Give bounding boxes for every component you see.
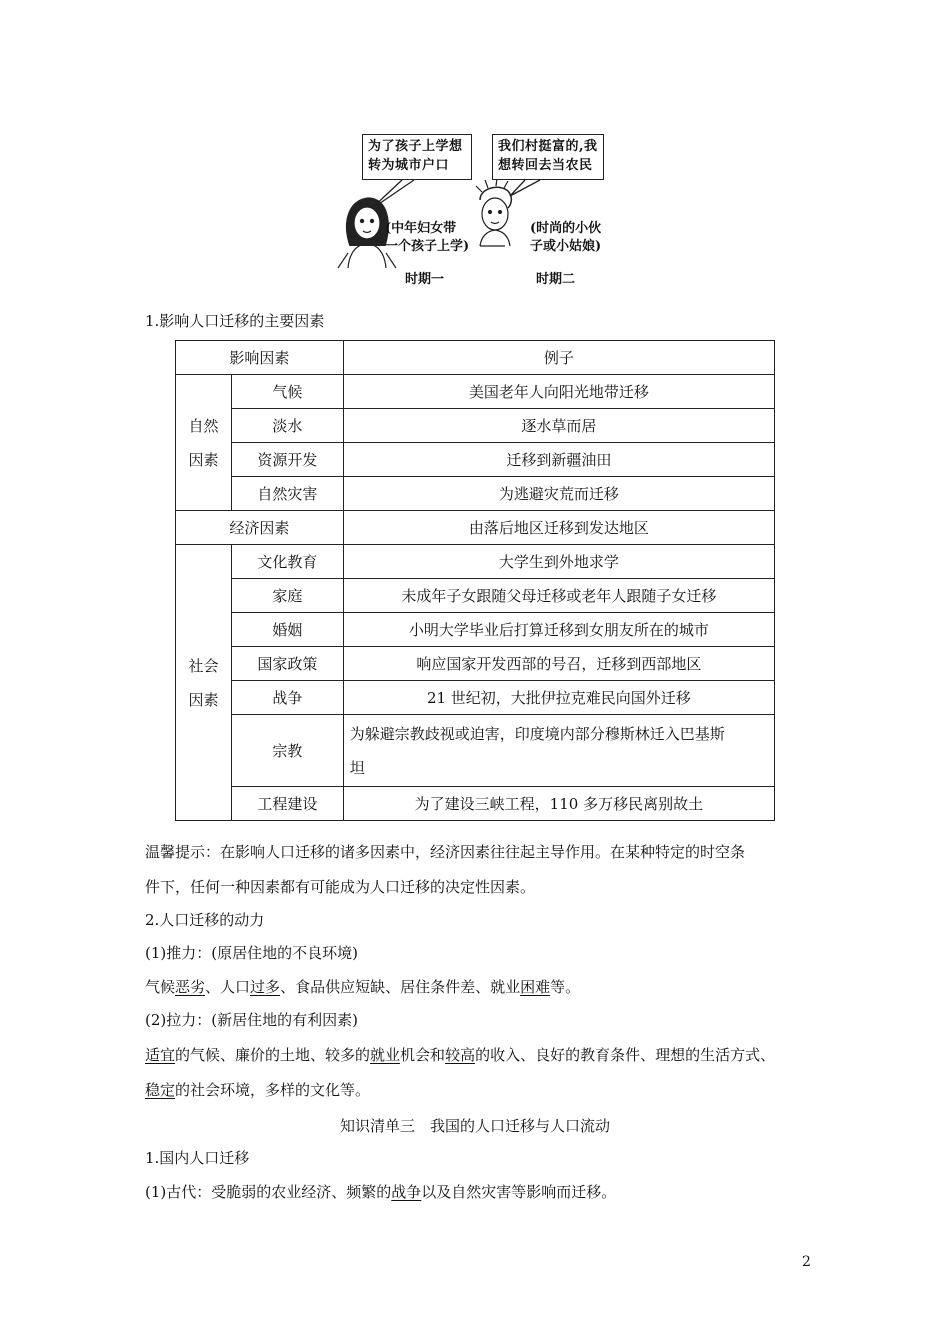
example-cell: 未成年子女跟随父母迁移或老年人跟随子女迁移: [343, 579, 774, 613]
tip-line1: 温馨提示：在影响人口迁移的诸多因素中，经济因素往往起主导作用。在某种特定的时空条: [145, 843, 746, 861]
example-cell: [343, 715, 774, 787]
natural-factors-label: [176, 375, 232, 511]
blank-answer: 就业: [370, 1046, 401, 1064]
page-number: 2: [802, 1254, 811, 1270]
example-cell: 为了建设三峡工程，110 多万移民离别故土: [343, 787, 774, 821]
note-left-line2: 一个孩子上学): [385, 239, 470, 254]
factor-cell: 气候: [231, 375, 343, 409]
social-factors-label: [176, 545, 232, 821]
social-label-line1: 社会: [188, 656, 219, 675]
table-row: [176, 613, 775, 647]
text-span: 气候: [145, 978, 176, 996]
bubble-left-line1: 为了孩子上学想: [368, 139, 463, 154]
blank-answer: 稳定: [145, 1081, 176, 1099]
factors-table: [175, 340, 775, 821]
factor-cell: 工程建设: [231, 787, 343, 821]
blank-answer: 适宜: [145, 1046, 176, 1064]
note-right-line2: 子或小姑娘): [530, 239, 602, 254]
text-span: 等。: [550, 978, 581, 996]
speech-bubble-right: [492, 134, 604, 180]
text-span: 机会和: [400, 1046, 446, 1064]
blank-answer: 困难: [520, 978, 551, 996]
example-cell: 美国老年人向阳光地带迁移: [343, 375, 774, 409]
bubble-left-line2: 转为城市户口: [368, 158, 450, 173]
push-title: (1)推力：(原居住地的不良环境): [145, 944, 358, 962]
factor-cell: 战争: [231, 681, 343, 715]
table-row: [176, 681, 775, 715]
table-row: [176, 409, 775, 443]
example-cell: 逐水草而居: [343, 409, 774, 443]
text-span: 的社会环境，多样的文化等。: [175, 1081, 371, 1099]
example-line2: 坦: [349, 758, 365, 777]
note-left: [385, 220, 469, 256]
factor-cell: 国家政策: [231, 647, 343, 681]
section1-title: 1.影响人口迁移的主要因素: [145, 312, 325, 330]
header-factor: 影响因素: [176, 341, 344, 375]
migration-cartoon-figure: [330, 128, 620, 293]
example-cell: 21 世纪初，大批伊拉克难民向国外迁移: [343, 681, 774, 715]
blank-answer: 过多: [250, 978, 281, 996]
note-right: [530, 220, 601, 256]
example-cell: 迁移到新疆油田: [343, 443, 774, 477]
text-span: (1)古代：受脆弱的农业经济、频繁的: [145, 1183, 392, 1201]
text-span: 的收入、良好的教育条件、理想的生活方式、: [475, 1046, 776, 1064]
young-person-figure: [476, 178, 511, 246]
table-row: [176, 545, 775, 579]
factor-cell: 文化教育: [231, 545, 343, 579]
blank-answer: 较高: [445, 1046, 476, 1064]
text-span: 的气候、廉价的土地、较多的: [175, 1046, 371, 1064]
table-row: [176, 715, 775, 787]
header-example: 例子: [343, 341, 774, 375]
natural-label-line1: 自然: [188, 416, 219, 435]
note-right-line1: (时尚的小伙: [530, 221, 602, 236]
blank-answer: 恶劣: [175, 978, 206, 996]
table-row: [176, 787, 775, 821]
social-label-line2: 因素: [188, 690, 219, 709]
bubble-right-line2: 想转回去当农民: [498, 158, 593, 173]
table-row: [176, 477, 775, 511]
caption-period-one: 时期一: [405, 272, 445, 287]
factor-cell: 资源开发: [231, 443, 343, 477]
pull-text-2: [145, 1080, 370, 1100]
table-row: [176, 647, 775, 681]
section2-title: 2.人口迁移的动力: [145, 911, 265, 929]
factor-cell: 婚姻: [231, 613, 343, 647]
blank-answer: 战争: [391, 1183, 422, 1201]
table-row-economic: [176, 511, 775, 545]
push-text: [145, 977, 580, 997]
ancient-migration-text: [145, 1182, 616, 1202]
bubble-right-line1: 我们村挺富的,我: [498, 139, 598, 154]
table-row: [176, 443, 775, 477]
example-cell: 小明大学毕业后打算迁移到女朋友所在的城市: [343, 613, 774, 647]
example-cell: 响应国家开发西部的号召，迁移到西部地区: [343, 647, 774, 681]
note-left-line1: (中年妇女带: [385, 221, 457, 236]
knowledge-list-three-heading: 知识清单三 我国的人口迁移与人口流动: [339, 1117, 610, 1135]
economic-factor-cell: 经济因素: [176, 511, 344, 545]
example-cell: 为逃避灾荒而迁移: [343, 477, 774, 511]
factor-cell: 宗教: [231, 715, 343, 787]
factor-cell: 淡水: [231, 409, 343, 443]
natural-label-line2: 因素: [188, 450, 219, 469]
section3-title: 1.国内人口迁移: [145, 1149, 250, 1167]
factor-cell: 家庭: [231, 579, 343, 613]
pull-title: (2)拉力：(新居住地的有利因素): [145, 1011, 358, 1029]
table-row: [176, 375, 775, 409]
caption-period-two: 时期二: [536, 272, 576, 287]
speech-bubble-left: [362, 134, 472, 180]
pull-text: [145, 1045, 775, 1065]
table-header-row: [176, 341, 775, 375]
text-span: 、人口: [205, 978, 251, 996]
text-span: 、食品供应短缺、居住条件差、就业: [280, 978, 521, 996]
factor-cell: 自然灾害: [231, 477, 343, 511]
tip-line2: 件下，任何一种因素都有可能成为人口迁移的决定性因素。: [145, 878, 536, 896]
example-line1: 为躲避宗教歧视或迫害，印度境内部分穆斯林迁入巴基斯: [349, 724, 725, 743]
example-cell: 由落后地区迁移到发达地区: [343, 511, 774, 545]
example-cell: 大学生到外地求学: [343, 545, 774, 579]
table-row: [176, 579, 775, 613]
text-span: 以及自然灾害等影响而迁移。: [421, 1183, 617, 1201]
